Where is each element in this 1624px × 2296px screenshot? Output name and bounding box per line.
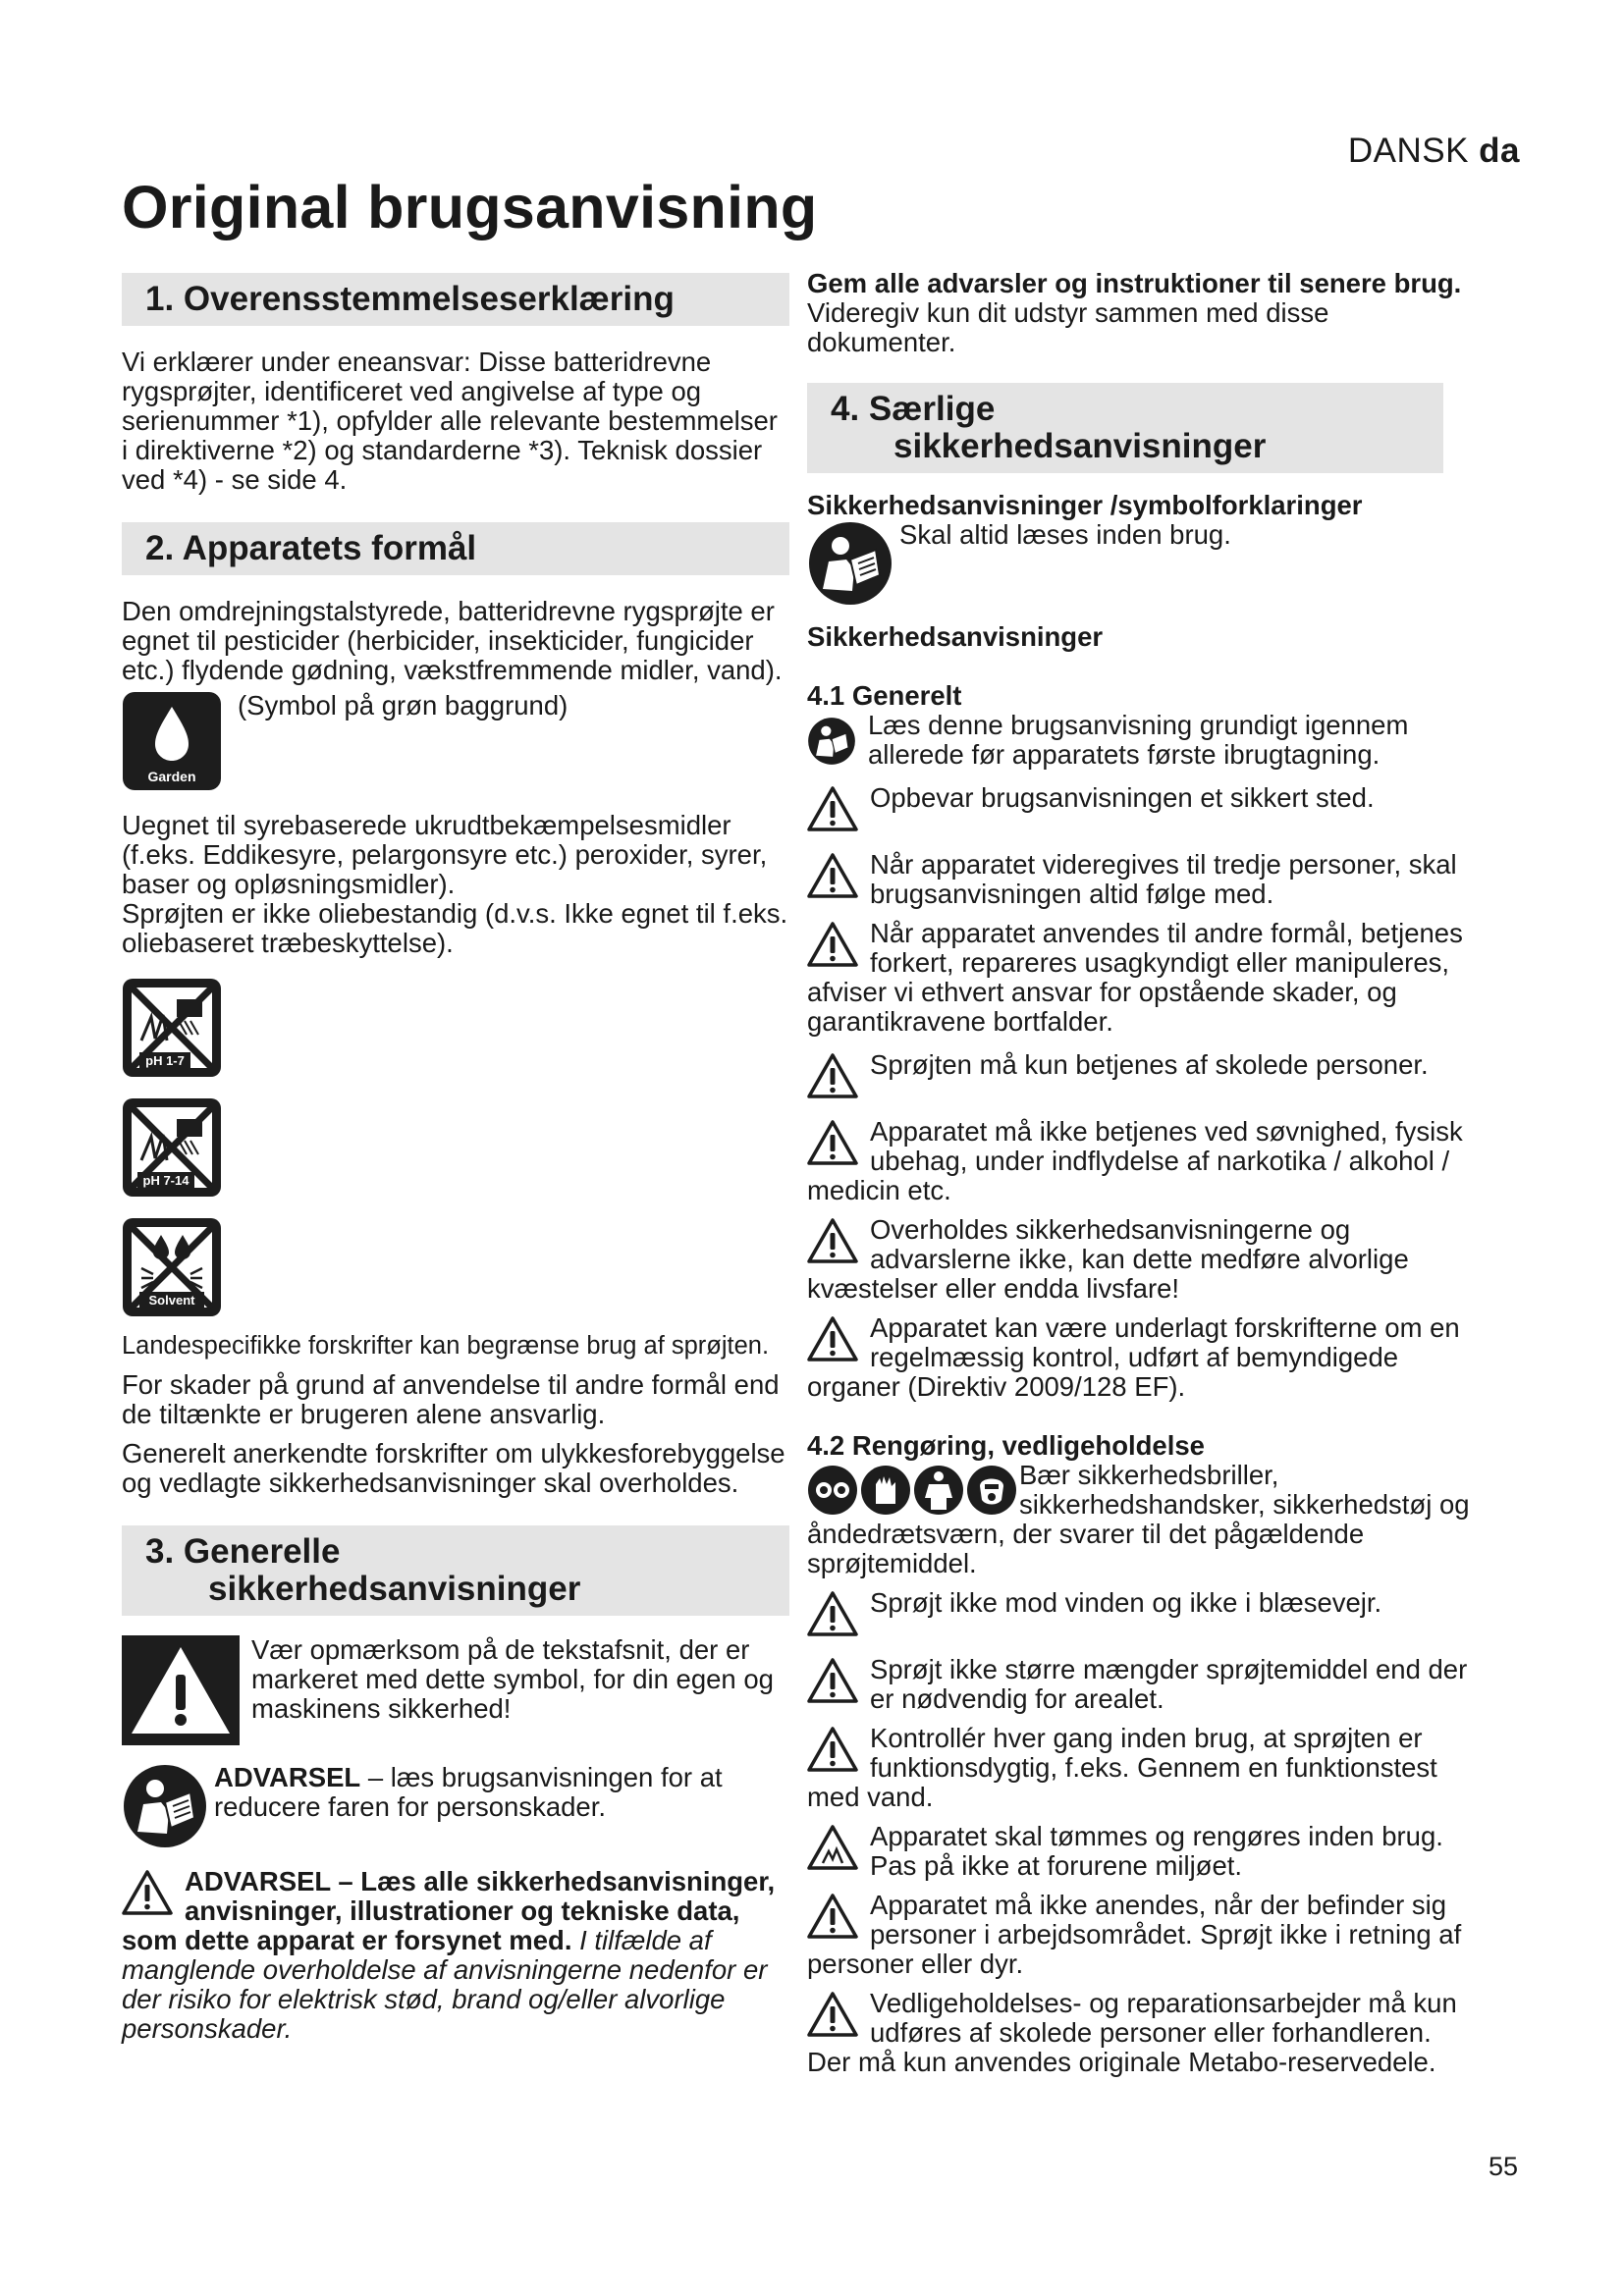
left-column [122,269,789,2044]
s42-item [807,1989,1477,2077]
garden-symbol-caption: (Symbol på grøn baggrund) [238,690,568,721]
section-3-heading-line1: 3. Generelle [145,1532,341,1571]
unsuitable-text: Uegnet til syrebaserede ukrudtbekæmpelsesmidler (f.eks. Eddikesyre, pelargonsyre etc.) peroxider, syrer, baser og opløsningsmidler). [122,810,768,899]
national-regulations-text: Landespecifikke forskrifter kan begrænse brug af sprøjten. [122,1332,770,1360]
respirator-icon [967,1466,1016,1515]
warning-label: ADVARSEL [214,1762,361,1792]
s41-item-text: Apparatet kan være underlagt forskrifterne om en regelmæssig kontrol, udført af bemyndigede organer (Direktiv 2009/128 EF). [807,1312,1460,1402]
s41-item-text: Apparatet må ikke betjenes ved søvnighed, fysisk ubehag, under indflydelse af narkotika / alkohol / medicin etc. [807,1116,1463,1205]
warning-triangle-icon [807,785,858,832]
section-2-heading: 2. Apparatets formål [122,522,789,575]
damage-liability-text: For skader på grund af anvendelse til andre formål end de tiltænkte er brugeren alene ansvarlig. [122,1369,780,1429]
ph-1-7-prohibited-icon [122,978,222,1078]
section-4-2-heading: 4.2 Rengøring, vedligeholdelse [807,1430,1205,1461]
s42-item [807,1724,1477,1812]
accident-prevention-text: Generelt anerkendte forskrifter om ulykkesforebyggelse og vedlagte sikkerhedsanvisninger skal overholdes. [122,1438,785,1498]
warning-triangle-icon [122,1869,173,1916]
ph-7-14-label: pH 7-14 [142,1173,189,1188]
s41-item-text: Når apparatet videregives til tredje personer, skal brugsanvisningen altid følge med. [870,849,1457,909]
warning-triangle-icon [807,1315,858,1362]
warning-triangle-icon [807,1726,858,1773]
page-number: 55 [1488,2152,1518,2181]
attention-row [122,1635,789,1745]
warning-triangle-icon [807,1893,858,1940]
s41-item-read-manual [807,711,1477,770]
ph-7-14-prohibited-icon [122,1097,222,1198]
safety-gloves-icon [861,1466,910,1515]
read-before-row [807,520,1477,609]
s41-item [807,1313,1477,1402]
warning-triangle-icon [807,1991,858,2038]
s41-item-text: Sprøjten må kun betjenes af skolede personer. [870,1049,1429,1080]
s41-item-text: Når apparatet anvendes til andre formål, betjenes forkert, repareres usagkyndigt eller manipuleres, afviser vi ethvert ansvar for opstående skader, og garantikravene bortfalder. [807,918,1463,1037]
s42-item [807,1822,1477,1881]
ppe-icons [807,1465,1017,1516]
section-4-heading [807,383,1443,473]
ppe-row [807,1461,1477,1578]
page-title: Original brugsanvisning [122,174,818,240]
s41-item [807,919,1477,1037]
warning-triangle-icon [807,921,858,968]
warning-triangle-icon [807,1590,858,1637]
section-4-1-heading: 4.1 Generelt [807,680,962,711]
right-column [807,269,1477,2077]
s42-item-text: Sprøjt ikke mod vinden og ikke i blæsevejr. [870,1587,1382,1618]
ph-1-7-label: pH 1-7 [145,1053,185,1068]
s41-item-text: Overholdes sikkerhedsanvisningerne og advarslerne ikke, kan dette medføre alvorlige kvæstelser eller endda livsfare! [807,1214,1409,1304]
s42-item-text: Apparatet skal tømmes og rengøres inden brug. Pas på ikke at forurene miljøet. [870,1821,1443,1881]
warning-square-icon [122,1635,240,1745]
warning-triangle-icon [807,1052,858,1099]
s41-item [807,850,1477,909]
garden-icon [122,691,222,791]
garden-icon-label: Garden [147,769,196,784]
ppe-text: Bær sikkerhedsbriller, sikkerhedshandsker, sikkerhedstøj og åndedrætsværn, der svarer til det pågældende sprøjtemiddel. [807,1460,1470,1578]
s41-item [807,783,1477,832]
read-all-warning-row [122,1867,789,2044]
section-1-body: Vi erklærer under eneansvar: Disse batteridrevne rygsprøjter, identificeret ved angivelse af type og serienummer *1), opfylder alle relevante bestemmelser i direktiverne *2) og standarderne *3). Teknisk dossier ved *4) - se side 4. [122,347,778,495]
symbols-heading: Sikkerhedsanvisninger /symbolforklaringer [807,490,1363,520]
warning-triangle-icon [807,1657,858,1704]
s41-item-text: Læs denne brugsanvisning grundigt igennem allerede før apparatets første ibrugtagning. [868,710,1409,770]
keep-instructions-text: Videregiv kun dit udstyr sammen med disse dokumenter. [807,297,1329,357]
section-4-heading-line2: sikkerhedsanvisninger [893,427,1267,465]
s42-item-text: Sprøjt ikke større mængder sprøjtemiddel end der er nødvendig for arealet. [870,1654,1468,1714]
section-1-heading: 1. Overensstemmelseserklæring [122,273,789,326]
s42-item [807,1588,1477,1637]
read-before-text: Skal altid læses inden brug. [899,519,1231,550]
environment-warning-icon [807,1824,858,1871]
read-manual-icon [122,1763,208,1849]
s41-item-text: Opbevar brugsanvisningen et sikkert sted. [870,782,1375,813]
attention-text: Vær opmærksom på de tekstafsnit, der er markeret med dette symbol, for din egen og maskinens sikkerhed! [251,1634,774,1724]
read-manual-icon [807,520,893,607]
s42-item-text: Apparatet må ikke anendes, når der befinder sig personer i arbejdsområdet. Sprøjt ikke i retning af personer eller dyr. [807,1890,1462,1979]
safety-heading: Sikkerhedsanvisninger [807,621,1104,652]
warning-triangle-icon [807,1217,858,1264]
s41-item [807,1117,1477,1205]
s42-item-text: Vedligeholdelses- og reparationsarbejder må kun udføres af skolede personer eller forhandleren. Der må kun anvendes originale Metabo-reservedele. [807,1988,1457,2077]
warning-triangle-icon [807,852,858,899]
read-manual-small-icon [807,717,856,766]
read-all-warning-bold: ADVARSEL – Læs alle sikkerhedsanvisninger, anvisninger, illustrationer og tekniske data, som dette apparat er forsynet med. [122,1866,776,1955]
warning-text: – læs brugsanvisningen for at reducere faren for personskader. [214,1762,723,1822]
read-all-warning-italic: I tilfælde af manglende overholdelse af anvisningerne nedenfor er der risiko for elektrisk stød, brand og/eller alvorlige personskader. [122,1925,768,2044]
s41-item [807,1050,1477,1099]
section-2-body: Den omdrejningstalstyrede, batteridrevne rygsprøjte er egnet til pesticider (herbicider, insekticider, fungicider etc.) flydende gødning, vækstfremmende midler, vand). [122,596,783,685]
s42-item [807,1655,1477,1714]
solvent-label: Solvent [148,1293,195,1308]
section-4-heading-line1: 4. Særlige [831,390,996,428]
read-manual-warning-row [122,1763,789,1849]
language-label: DANSK da [1347,132,1520,170]
keep-instructions-bold: Gem alle advarsler og instruktioner til senere brug. [807,268,1462,298]
solvent-prohibited-icon [122,1217,222,1317]
s41-item [807,1215,1477,1304]
not-oil-resistant-text: Sprøjten er ikke oliebestandig (d.v.s. Ikke egnet til f.eks. oliebaseret træbeskyttelse). [122,898,788,958]
s42-item [807,1891,1477,1979]
protective-clothing-icon [914,1466,963,1515]
section-3-heading-line2: sikkerhedsanvisninger [208,1570,581,1608]
warning-triangle-icon [807,1119,858,1166]
safety-goggles-icon [808,1466,857,1515]
section-3-heading [122,1525,789,1616]
language-code: da [1479,132,1520,170]
s42-item-text: Kontrollér hver gang inden brug, at sprøjten er funktionsdygtig, f.eks. Gennem en funktionstest med vand. [807,1723,1437,1812]
garden-symbol-row [122,691,789,799]
